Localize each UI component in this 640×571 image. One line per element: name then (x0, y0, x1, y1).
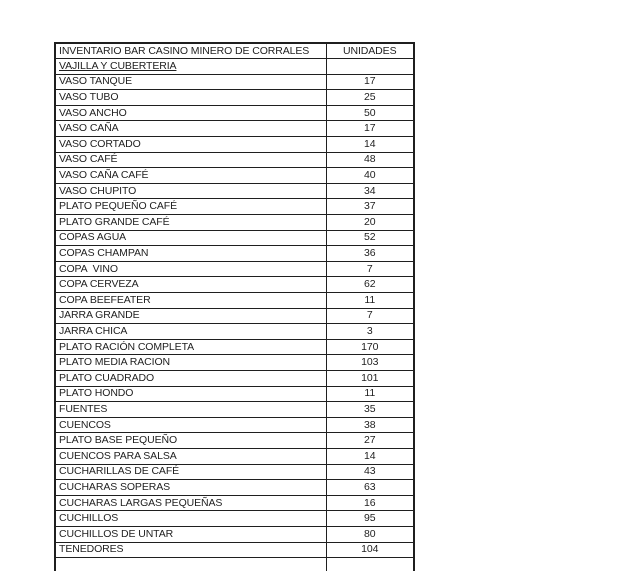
table-row (55, 261, 414, 277)
item-name-cell: PLATO MEDIA RACION (55, 355, 326, 371)
item-name-cell: PLATO RACIÓN COMPLETA (55, 339, 326, 355)
table-row (55, 464, 414, 480)
item-name-cell: COPA CERVEZA (55, 277, 326, 293)
table-row (55, 324, 414, 340)
units-cell: 35 (326, 402, 414, 418)
units-cell: 38 (326, 417, 414, 433)
table-row (55, 339, 414, 355)
units-cell: 3 (326, 324, 414, 340)
table-row (55, 448, 414, 464)
units-cell: 52 (326, 230, 414, 246)
units-cell: 80 (326, 526, 414, 542)
units-cell: 17 (326, 121, 414, 137)
units-column-header: UNIDADES (326, 43, 414, 59)
units-cell: 62 (326, 277, 414, 293)
table-row (55, 542, 414, 558)
item-name-cell: COPA BEEFEATER (55, 293, 326, 309)
table-row (55, 293, 414, 309)
units-cell: 40 (326, 168, 414, 184)
units-cell: 50 (326, 105, 414, 121)
item-name-cell: COPA VINO (55, 261, 326, 277)
item-name-cell: PLATO GRANDE CAFÉ (55, 215, 326, 231)
table-row (55, 386, 414, 402)
units-cell: 43 (326, 464, 414, 480)
item-name-cell: COPAS AGUA (55, 230, 326, 246)
item-name-cell: CUCHARAS LARGAS PEQUEÑAS (55, 495, 326, 511)
table-row (55, 74, 414, 90)
item-name-cell: PLATO CUADRADO (55, 370, 326, 386)
units-cell: 95 (326, 511, 414, 527)
units-cell: 48 (326, 152, 414, 168)
item-name-cell: COPAS CHAMPAN (55, 246, 326, 262)
item-name-cell: VASO CHUPITO (55, 183, 326, 199)
table-title: INVENTARIO BAR CASINO MINERO DE CORRALES (55, 43, 326, 59)
section-row (55, 59, 414, 75)
units-cell: 14 (326, 448, 414, 464)
empty-row (55, 558, 414, 571)
section-units-cell (326, 59, 414, 75)
item-name-cell: CUCHARAS SOPERAS (55, 480, 326, 496)
item-name-cell: CUENCOS PARA SALSA (55, 448, 326, 464)
inventory-body (55, 74, 414, 557)
item-name-cell: JARRA CHICA (55, 324, 326, 340)
table-row (55, 480, 414, 496)
units-cell: 25 (326, 90, 414, 106)
item-name-cell: VASO CAÑA (55, 121, 326, 137)
table-row (55, 183, 414, 199)
item-name-cell: VASO CAFÉ (55, 152, 326, 168)
item-name-cell: VASO CAÑA CAFÉ (55, 168, 326, 184)
table-row (55, 137, 414, 153)
item-name-cell: PLATO HONDO (55, 386, 326, 402)
units-cell: 101 (326, 370, 414, 386)
units-cell: 7 (326, 308, 414, 324)
table-row (55, 90, 414, 106)
table-row (55, 121, 414, 137)
units-cell: 11 (326, 293, 414, 309)
units-cell: 14 (326, 137, 414, 153)
units-cell: 20 (326, 215, 414, 231)
units-cell: 11 (326, 386, 414, 402)
table-row (55, 277, 414, 293)
item-name-cell: VASO ANCHO (55, 105, 326, 121)
units-cell: 7 (326, 261, 414, 277)
item-name-cell: TENEDORES (55, 542, 326, 558)
units-cell: 63 (326, 480, 414, 496)
table-row (55, 215, 414, 231)
units-cell: 37 (326, 199, 414, 215)
table-row (55, 417, 414, 433)
item-name-cell: PLATO PEQUEÑO CAFÉ (55, 199, 326, 215)
header-row (55, 43, 414, 59)
item-name-cell: CUENCOS (55, 417, 326, 433)
table-row (55, 199, 414, 215)
units-cell: 170 (326, 339, 414, 355)
table-row (55, 370, 414, 386)
table-row (55, 495, 414, 511)
units-cell: 16 (326, 495, 414, 511)
units-cell: 34 (326, 183, 414, 199)
table-row (55, 168, 414, 184)
table-row (55, 355, 414, 371)
units-cell: 36 (326, 246, 414, 262)
table-row (55, 433, 414, 449)
table-row (55, 246, 414, 262)
table-row (55, 152, 414, 168)
item-name-cell: FUENTES (55, 402, 326, 418)
item-name-cell: JARRA GRANDE (55, 308, 326, 324)
item-name-cell: CUCHARILLAS DE CAFÉ (55, 464, 326, 480)
item-name-cell: CUCHILLOS (55, 511, 326, 527)
table-row (55, 402, 414, 418)
empty-name-cell (55, 558, 326, 571)
table-row (55, 105, 414, 121)
units-cell: 17 (326, 74, 414, 90)
units-cell: 27 (326, 433, 414, 449)
item-name-cell: VASO TANQUE (55, 74, 326, 90)
item-name-cell: CUCHILLOS DE UNTAR (55, 526, 326, 542)
units-cell: 104 (326, 542, 414, 558)
table-row (55, 230, 414, 246)
item-name-cell: VASO CORTADO (55, 137, 326, 153)
table-row (55, 526, 414, 542)
table-row (55, 511, 414, 527)
empty-units-cell (326, 558, 414, 571)
section-title: VAJILLA Y CUBERTERIA (55, 59, 326, 75)
units-cell: 103 (326, 355, 414, 371)
table-row (55, 308, 414, 324)
inventory-table (54, 42, 415, 571)
item-name-cell: VASO TUBO (55, 90, 326, 106)
item-name-cell: PLATO BASE PEQUEÑO (55, 433, 326, 449)
